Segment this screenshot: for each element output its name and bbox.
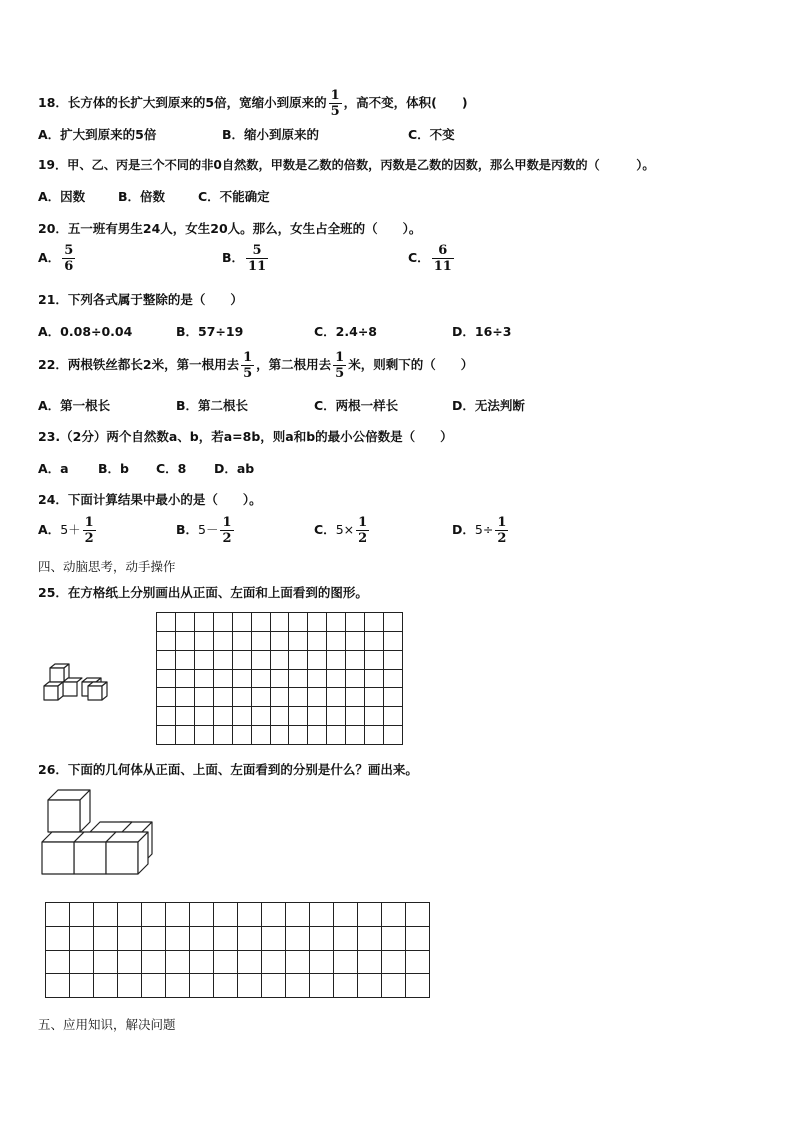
grid-cell: [308, 707, 327, 726]
q20-stem: 20．五一班有男生24人，女生20人。那么，女生占全班的（ ）。: [38, 221, 422, 236]
grid-row: [46, 926, 430, 950]
section-heading-5: 五、应用知识，解决问题: [38, 1017, 176, 1032]
grid-cell: [232, 669, 251, 688]
grid-cell: [157, 688, 176, 707]
grid-cell: [190, 926, 214, 950]
grid-cell: [251, 707, 270, 726]
q23-option-d: D．ab: [214, 461, 255, 476]
grid-cell: [194, 688, 213, 707]
q24-option-d-expr: 5÷: [474, 522, 494, 537]
grid-cell: [346, 707, 365, 726]
grid-cell: [406, 950, 430, 974]
q22-stem-a: 22．两根铁丝都长2米，第一根用去: [38, 357, 240, 372]
q19-option-a: A．因数: [38, 189, 86, 204]
grid-cell: [157, 631, 176, 650]
q18-fraction: $\frac{1}{5}$: [330, 88, 340, 119]
q21-option-a: A．0.08÷0.04: [38, 324, 133, 339]
grid-cell: [213, 726, 232, 745]
grid-cell: [327, 726, 346, 745]
grid-cell: [251, 688, 270, 707]
q21-option-d: D．16÷3: [452, 324, 512, 339]
q18-option-b: B．缩小到原来的: [222, 127, 320, 142]
grid-cell: [382, 974, 406, 998]
grid-cell: [289, 669, 308, 688]
grid-cell: [365, 688, 384, 707]
q25-cube-figure: [40, 660, 130, 710]
grid-cell: [213, 613, 232, 632]
grid-cell: [327, 631, 346, 650]
grid-cell: [232, 726, 251, 745]
grid-cell: [262, 903, 286, 927]
grid-cell: [365, 726, 384, 745]
q20-option-a: [38, 243, 77, 274]
grid-cell: [286, 974, 310, 998]
grid-cell: [175, 669, 194, 688]
grid-cell: [70, 950, 94, 974]
grid-row: [157, 631, 403, 650]
grid-cell: [142, 926, 166, 950]
grid-cell: [406, 903, 430, 927]
grid-cell: [251, 631, 270, 650]
q22-stem: [38, 350, 473, 381]
q24-option-c: [314, 515, 371, 546]
grid-cell: [118, 950, 142, 974]
grid-cell: [238, 926, 262, 950]
grid-cell: [157, 726, 176, 745]
grid-cell: [232, 707, 251, 726]
q22-fraction-2: $\frac{1}{5}$: [335, 350, 345, 381]
grid-cell: [175, 613, 194, 632]
grid-cell: [270, 669, 289, 688]
q22-option-b: B．第二根长: [176, 398, 249, 413]
grid-cell: [214, 926, 238, 950]
grid-cell: [157, 650, 176, 669]
q24-option-a-label: A．: [38, 522, 61, 537]
grid-cell: [358, 926, 382, 950]
q24-option-d: [452, 515, 510, 546]
q22-stem-c: 米，则剩下的（ ）: [348, 357, 474, 372]
grid-cell: [384, 707, 403, 726]
grid-cell: [118, 903, 142, 927]
grid-cell: [286, 903, 310, 927]
grid-cell: [175, 726, 194, 745]
grid-cell: [384, 631, 403, 650]
grid-cell: [213, 650, 232, 669]
q24-option-c-fraction: $\frac{1}{2}$: [358, 515, 368, 546]
grid-cell: [384, 669, 403, 688]
grid-cell: [175, 688, 194, 707]
grid-cell: [308, 650, 327, 669]
grid-cell: [327, 650, 346, 669]
grid-cell: [310, 903, 334, 927]
q20-option-b: [222, 243, 270, 274]
q20-option-a-fraction: $\frac{5}{6}$: [64, 243, 74, 274]
grid-cell: [262, 926, 286, 950]
grid-cell: [194, 650, 213, 669]
grid-cell: [384, 688, 403, 707]
q24-option-a: [38, 515, 98, 546]
grid-cell: [175, 707, 194, 726]
grid-cell: [262, 950, 286, 974]
q18-stem-before: 18．长方体的长扩大到原来的5倍，宽缩小到原来的: [38, 95, 327, 110]
grid-cell: [310, 926, 334, 950]
grid-cell: [384, 726, 403, 745]
grid-cell: [289, 726, 308, 745]
grid-cell: [194, 726, 213, 745]
q20-option-c-fraction: $\frac{6}{11}$: [433, 243, 452, 274]
q22-fraction-1: $\frac{1}{5}$: [243, 350, 253, 381]
grid-row: [46, 903, 430, 927]
grid-cell: [70, 974, 94, 998]
grid-cell: [289, 613, 308, 632]
grid-cell: [46, 903, 70, 927]
grid-cell: [289, 650, 308, 669]
grid-cell: [358, 974, 382, 998]
grid-cell: [334, 903, 358, 927]
q26-stem: 26．下面的几何体从正面、上面、左面看到的分别是什么？画出来。: [38, 762, 418, 777]
q26-cube-figure: [40, 788, 170, 883]
grid-cell: [46, 974, 70, 998]
grid-cell: [166, 974, 190, 998]
grid-row: [157, 650, 403, 669]
grid-cell: [251, 726, 270, 745]
grid-cell: [346, 613, 365, 632]
grid-cell: [194, 613, 213, 632]
grid-cell: [190, 974, 214, 998]
grid-cell: [166, 903, 190, 927]
grid-cell: [175, 631, 194, 650]
q25-stem: 25．在方格纸上分别画出从正面、左面和上面看到的图形。: [38, 585, 368, 600]
q21-option-c: C．2.4÷8: [314, 324, 377, 339]
q18-stem: [38, 88, 468, 119]
q22-option-d: D．无法判断: [452, 398, 525, 413]
grid-row: [157, 669, 403, 688]
q20-option-b-fraction: $\frac{5}{11}$: [248, 243, 267, 274]
grid-cell: [365, 613, 384, 632]
q23-option-c: C．8: [156, 461, 187, 476]
grid-cell: [358, 903, 382, 927]
q22-option-c: C．两根一样长: [314, 398, 399, 413]
q20-option-a-label: A．: [38, 250, 61, 265]
grid-cell: [166, 950, 190, 974]
grid-cell: [289, 707, 308, 726]
grid-cell: [382, 926, 406, 950]
grid-cell: [270, 613, 289, 632]
grid-cell: [251, 650, 270, 669]
grid-cell: [232, 650, 251, 669]
grid-cell: [308, 631, 327, 650]
q19-option-c: C．不能确定: [198, 189, 270, 204]
grid-cell: [308, 726, 327, 745]
grid-cell: [270, 707, 289, 726]
grid-cell: [118, 974, 142, 998]
grid-cell: [286, 926, 310, 950]
grid-cell: [365, 650, 384, 669]
grid-cell: [213, 669, 232, 688]
grid-cell: [334, 950, 358, 974]
grid-cell: [194, 707, 213, 726]
q24-option-b-fraction: $\frac{1}{2}$: [222, 515, 232, 546]
q22-stem-b: ，第二根用去: [256, 357, 332, 372]
grid-cell: [346, 688, 365, 707]
q24-option-d-fraction: $\frac{1}{2}$: [497, 515, 507, 546]
grid-cell: [232, 688, 251, 707]
q24-option-b: [176, 515, 236, 546]
grid-cell: [238, 974, 262, 998]
q20-option-c-label: C．: [408, 250, 430, 265]
q19-option-b: B．倍数: [118, 189, 166, 204]
grid-cell: [157, 613, 176, 632]
grid-cell: [384, 613, 403, 632]
q24-option-a-fraction: $\frac{1}{2}$: [84, 515, 94, 546]
grid-cell: [382, 950, 406, 974]
grid-cell: [327, 688, 346, 707]
q18-option-a: A．扩大到原来的5倍: [38, 127, 157, 142]
grid-cell: [346, 650, 365, 669]
grid-cell: [270, 688, 289, 707]
q21-stem: 21．下列各式属于整除的是（ ）: [38, 292, 243, 307]
grid-cell: [213, 688, 232, 707]
q24-option-d-label: D．: [452, 522, 475, 537]
grid-cell: [406, 974, 430, 998]
grid-cell: [262, 974, 286, 998]
grid-cell: [308, 669, 327, 688]
q21-option-b: B．57÷19: [176, 324, 244, 339]
grid-cell: [365, 669, 384, 688]
grid-cell: [346, 726, 365, 745]
grid-cell: [270, 726, 289, 745]
grid-cell: [365, 707, 384, 726]
grid-row: [157, 688, 403, 707]
grid-cell: [310, 950, 334, 974]
grid-cell: [157, 669, 176, 688]
grid-cell: [70, 903, 94, 927]
grid-cell: [214, 950, 238, 974]
grid-cell: [142, 974, 166, 998]
grid-cell: [308, 688, 327, 707]
grid-cell: [238, 950, 262, 974]
grid-cell: [194, 631, 213, 650]
q25-grid-paper: [156, 612, 403, 745]
grid-cell: [190, 903, 214, 927]
grid-cell: [46, 950, 70, 974]
q23-stem: 23.（2分）两个自然数a、b，若a=8b，则a和b的最小公倍数是（ ）: [38, 429, 453, 444]
grid-cell: [334, 926, 358, 950]
grid-cell: [289, 631, 308, 650]
q24-option-b-expr: 5－: [198, 522, 219, 537]
grid-cell: [213, 707, 232, 726]
grid-row: [46, 974, 430, 998]
grid-cell: [289, 688, 308, 707]
q20-option-c: [408, 243, 456, 274]
q23-option-a: A．a: [38, 461, 69, 476]
grid-cell: [70, 926, 94, 950]
grid-cell: [334, 974, 358, 998]
grid-cell: [346, 669, 365, 688]
grid-cell: [346, 631, 365, 650]
grid-cell: [270, 631, 289, 650]
q18-option-c: C．不变: [408, 127, 455, 142]
grid-cell: [214, 903, 238, 927]
q24-option-b-label: B．: [176, 522, 199, 537]
q20-option-b-label: B．: [222, 250, 245, 265]
q23-option-b: B．b: [98, 461, 129, 476]
grid-cell: [213, 631, 232, 650]
grid-cell: [238, 903, 262, 927]
grid-cell: [310, 974, 334, 998]
grid-cell: [214, 974, 238, 998]
grid-cell: [175, 650, 194, 669]
grid-cell: [232, 631, 251, 650]
q26-grid-paper: [45, 902, 430, 998]
grid-cell: [46, 926, 70, 950]
q19-stem: 19．甲、乙、丙是三个不同的非0自然数，甲数是乙数的倍数，丙数是乙数的因数，那么甲数是丙数的（ ）。: [38, 158, 655, 172]
grid-cell: [251, 613, 270, 632]
q24-stem: 24．下面计算结果中最小的是（ ）。: [38, 492, 262, 507]
grid-cell: [327, 669, 346, 688]
grid-cell: [142, 950, 166, 974]
grid-cell: [166, 926, 190, 950]
grid-cell: [118, 926, 142, 950]
grid-cell: [286, 950, 310, 974]
grid-cell: [94, 950, 118, 974]
grid-cell: [358, 950, 382, 974]
grid-cell: [94, 903, 118, 927]
grid-cell: [94, 974, 118, 998]
grid-cell: [308, 613, 327, 632]
grid-cell: [270, 650, 289, 669]
grid-cell: [384, 650, 403, 669]
grid-cell: [190, 950, 214, 974]
grid-cell: [365, 631, 384, 650]
q22-option-a: A．第一根长: [38, 398, 111, 413]
grid-cell: [327, 613, 346, 632]
q24-option-c-expr: 5×: [335, 522, 355, 537]
q24-option-a-expr: 5＋: [60, 522, 81, 537]
grid-cell: [194, 669, 213, 688]
grid-row: [46, 950, 430, 974]
grid-cell: [232, 613, 251, 632]
grid-cell: [157, 707, 176, 726]
grid-cell: [327, 707, 346, 726]
grid-row: [157, 726, 403, 745]
grid-cell: [406, 926, 430, 950]
grid-cell: [382, 903, 406, 927]
grid-cell: [251, 669, 270, 688]
q24-option-c-label: C．: [314, 522, 336, 537]
grid-cell: [94, 926, 118, 950]
q18-stem-after: ，高不变，体积( ): [343, 95, 468, 110]
section-heading-4: 四、动脑思考，动手操作: [38, 559, 176, 574]
grid-cell: [142, 903, 166, 927]
grid-row: [157, 707, 403, 726]
grid-row: [157, 613, 403, 632]
